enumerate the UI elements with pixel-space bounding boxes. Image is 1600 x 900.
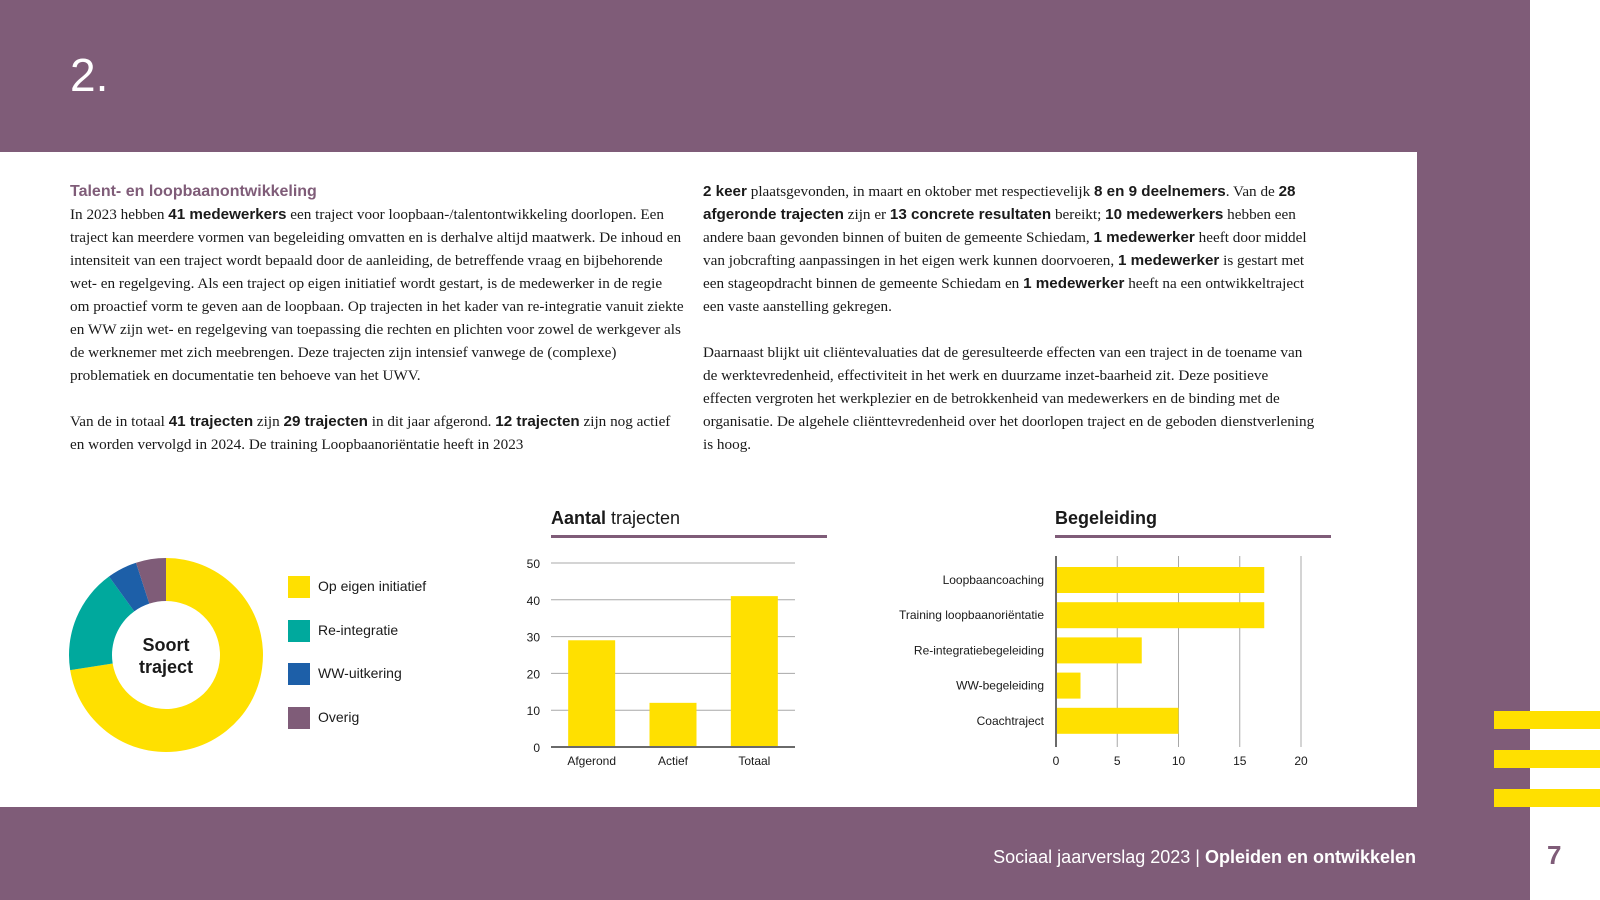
footer-separator: | [1190,847,1205,867]
bar [731,596,778,747]
right-text-column [703,180,1318,456]
legend-label: Overig [318,708,360,725]
bold-text: 41 trajecten [168,413,254,430]
legend-swatch [288,707,310,729]
y-tick-label: 20 [526,667,540,682]
legend-item [288,620,488,644]
legend-label: WW-uitkering [318,665,402,681]
text-run: In 2023 hebben [70,206,169,223]
bar-chart [500,548,820,773]
footer [993,847,1416,868]
section-heading: Talent- en loopbaanontwikkeling [70,183,317,200]
text-run: heeft na een ontwikkeltraject een vaste aanstelling gekregen. [703,275,1305,315]
hbar-chart [850,548,1330,773]
x-tick-label: 5 [1113,754,1121,768]
legend-swatch [288,663,310,685]
decorative-bar [1494,750,1600,768]
legend-label: Op eigen initiatief [318,578,427,594]
bar [1057,567,1264,593]
text-run: . Van de [1225,183,1279,200]
y-tick-label: 30 [526,630,540,645]
legend-item [288,663,488,687]
category-label: Coachtraject [976,713,1044,728]
category-label: WW-begeleiding [956,678,1044,693]
y-tick-label: 0 [533,741,540,755]
text-run: bereikt; [1051,206,1106,223]
legend-label: Re-integratie [318,621,399,638]
footer-section: Opleiden en ontwikkelen [1204,847,1416,867]
y-tick-label: 50 [526,557,540,571]
bar [1057,673,1081,699]
text-run: is gestart met een stageopdracht binnen de gemeente Schiedam en [703,252,1305,292]
text-run: Daarnaast blijkt uit cliëntevaluaties dat de geresulteerde effecten van een traject in de toename van de werktevredenheid, effectiviteit in het werk en duurzame inzet-baarheid zit. Deze positieve effecten vergroten het werkplezier en de betrokkenheid van medewerkers en de binding met de organisatie. De algehele cliënttevredenheid over het doorlopen traject en de geboden dienstverlening is hoog. [703,344,1315,453]
y-tick-label: 40 [526,593,540,608]
paragraph [70,203,685,387]
bold-text: 13 concrete resultaten [889,206,1052,223]
legend-item [288,576,488,600]
bold-text: 1 medewerker [1093,229,1195,246]
hbar-chart-title-bold: Begeleiding [1055,508,1158,528]
category-label: Re-integratiebegeleiding [913,643,1044,658]
bold-text: 28 afgeronde trajecten [703,183,1296,223]
donut-center-label: traject [138,657,194,677]
chapter-number: 2. [70,49,109,101]
bar [650,703,697,747]
text-run: een traject voor loopbaan-/talentontwikkeling doorlopen. Een traject kan meerdere vormen van begeleiding omvatten en is derhalve altijd maatwerk. De inhoud en intensiteit van een traject wordt bepaald door de aanleiding, de betreffende vraag en bijbehorende wet- en regelgeving. Als een traject op eigen initiatief wordt gestart, is de medewerker in de regie om proactief vorm te geven aan de loopbaan. Op trajecten in het kader van re-integratie vanuit ziekte en WW zijn wet- en regelgeving van toepassing die rechten en plichten voor zowel de werkgever als de werknemer met zich meebrengen. Deze trajecten zijn intensief vanwege de (complexe) problematiek en documentatie ten behoeve van het UWV. [70,206,684,384]
footer-report: Sociaal jaarverslag 2023 [993,847,1191,867]
bold-text: 8 en 9 deelnemers [1094,183,1226,200]
bar [1057,602,1264,628]
bold-text: 1 medewerker [1118,252,1220,269]
donut-center-label: Soort [142,635,190,655]
bar [1057,637,1142,663]
x-tick-label: 10 [1171,754,1186,768]
legend-item [288,707,488,731]
page-number: 7 [1547,840,1562,870]
bold-text: 41 medewerkers [168,206,287,223]
x-tick-label: 0 [1052,754,1060,768]
legend-swatch [288,620,310,642]
bold-text: 1 medewerker [1023,275,1125,292]
x-tick-label: 20 [1294,754,1308,768]
bold-text: 2 keer [703,183,747,200]
x-tick-label: Totaal [738,754,771,768]
text-run: zijn nog actief en worden vervolgd in 2024. De training Loopbaanoriëntatie heeft in 2023 [70,413,671,453]
text-run: Van de in totaal [70,413,169,430]
bar [1057,708,1179,734]
bold-text: 12 trajecten [495,413,580,430]
text-run: zijn er [843,206,890,223]
bold-text: 10 medewerkers [1105,206,1224,223]
hbar-chart-title [1055,508,1331,538]
x-tick-label: Actief [657,754,689,768]
donut-chart [66,555,266,755]
bar-chart-title-rest: trajecten [606,508,681,528]
left-text-column [70,180,685,456]
text-run: in dit jaar afgerond. [367,413,496,430]
paragraph [703,341,1318,456]
bar-chart-title-bold: Aantal [551,508,607,528]
decorative-bar [1494,789,1600,807]
category-label: Training loopbaanoriëntatie [899,608,1044,623]
decorative-bar [1494,711,1600,729]
bold-text: 29 trajecten [283,413,368,430]
text-run: zijn [253,413,284,430]
text-run: hebben een andere baan gevonden binnen of buiten de gemeente Schiedam, [703,206,1296,246]
y-tick-label: 10 [526,704,540,719]
x-tick-label: 15 [1233,754,1247,768]
x-tick-label: Afgerond [567,754,617,768]
text-run: heeft door middel van jobcrafting aanpassingen in het eigen werk kunnen doorvoeren, [703,229,1307,269]
category-label: Loopbaancoaching [942,573,1044,587]
paragraph [70,410,685,456]
paragraph [703,180,1318,318]
bar-chart-title [551,508,827,538]
text-run: plaatsgevonden, in maart en oktober met respectievelijk [746,183,1095,200]
bar [568,640,615,747]
legend-swatch [288,576,310,598]
